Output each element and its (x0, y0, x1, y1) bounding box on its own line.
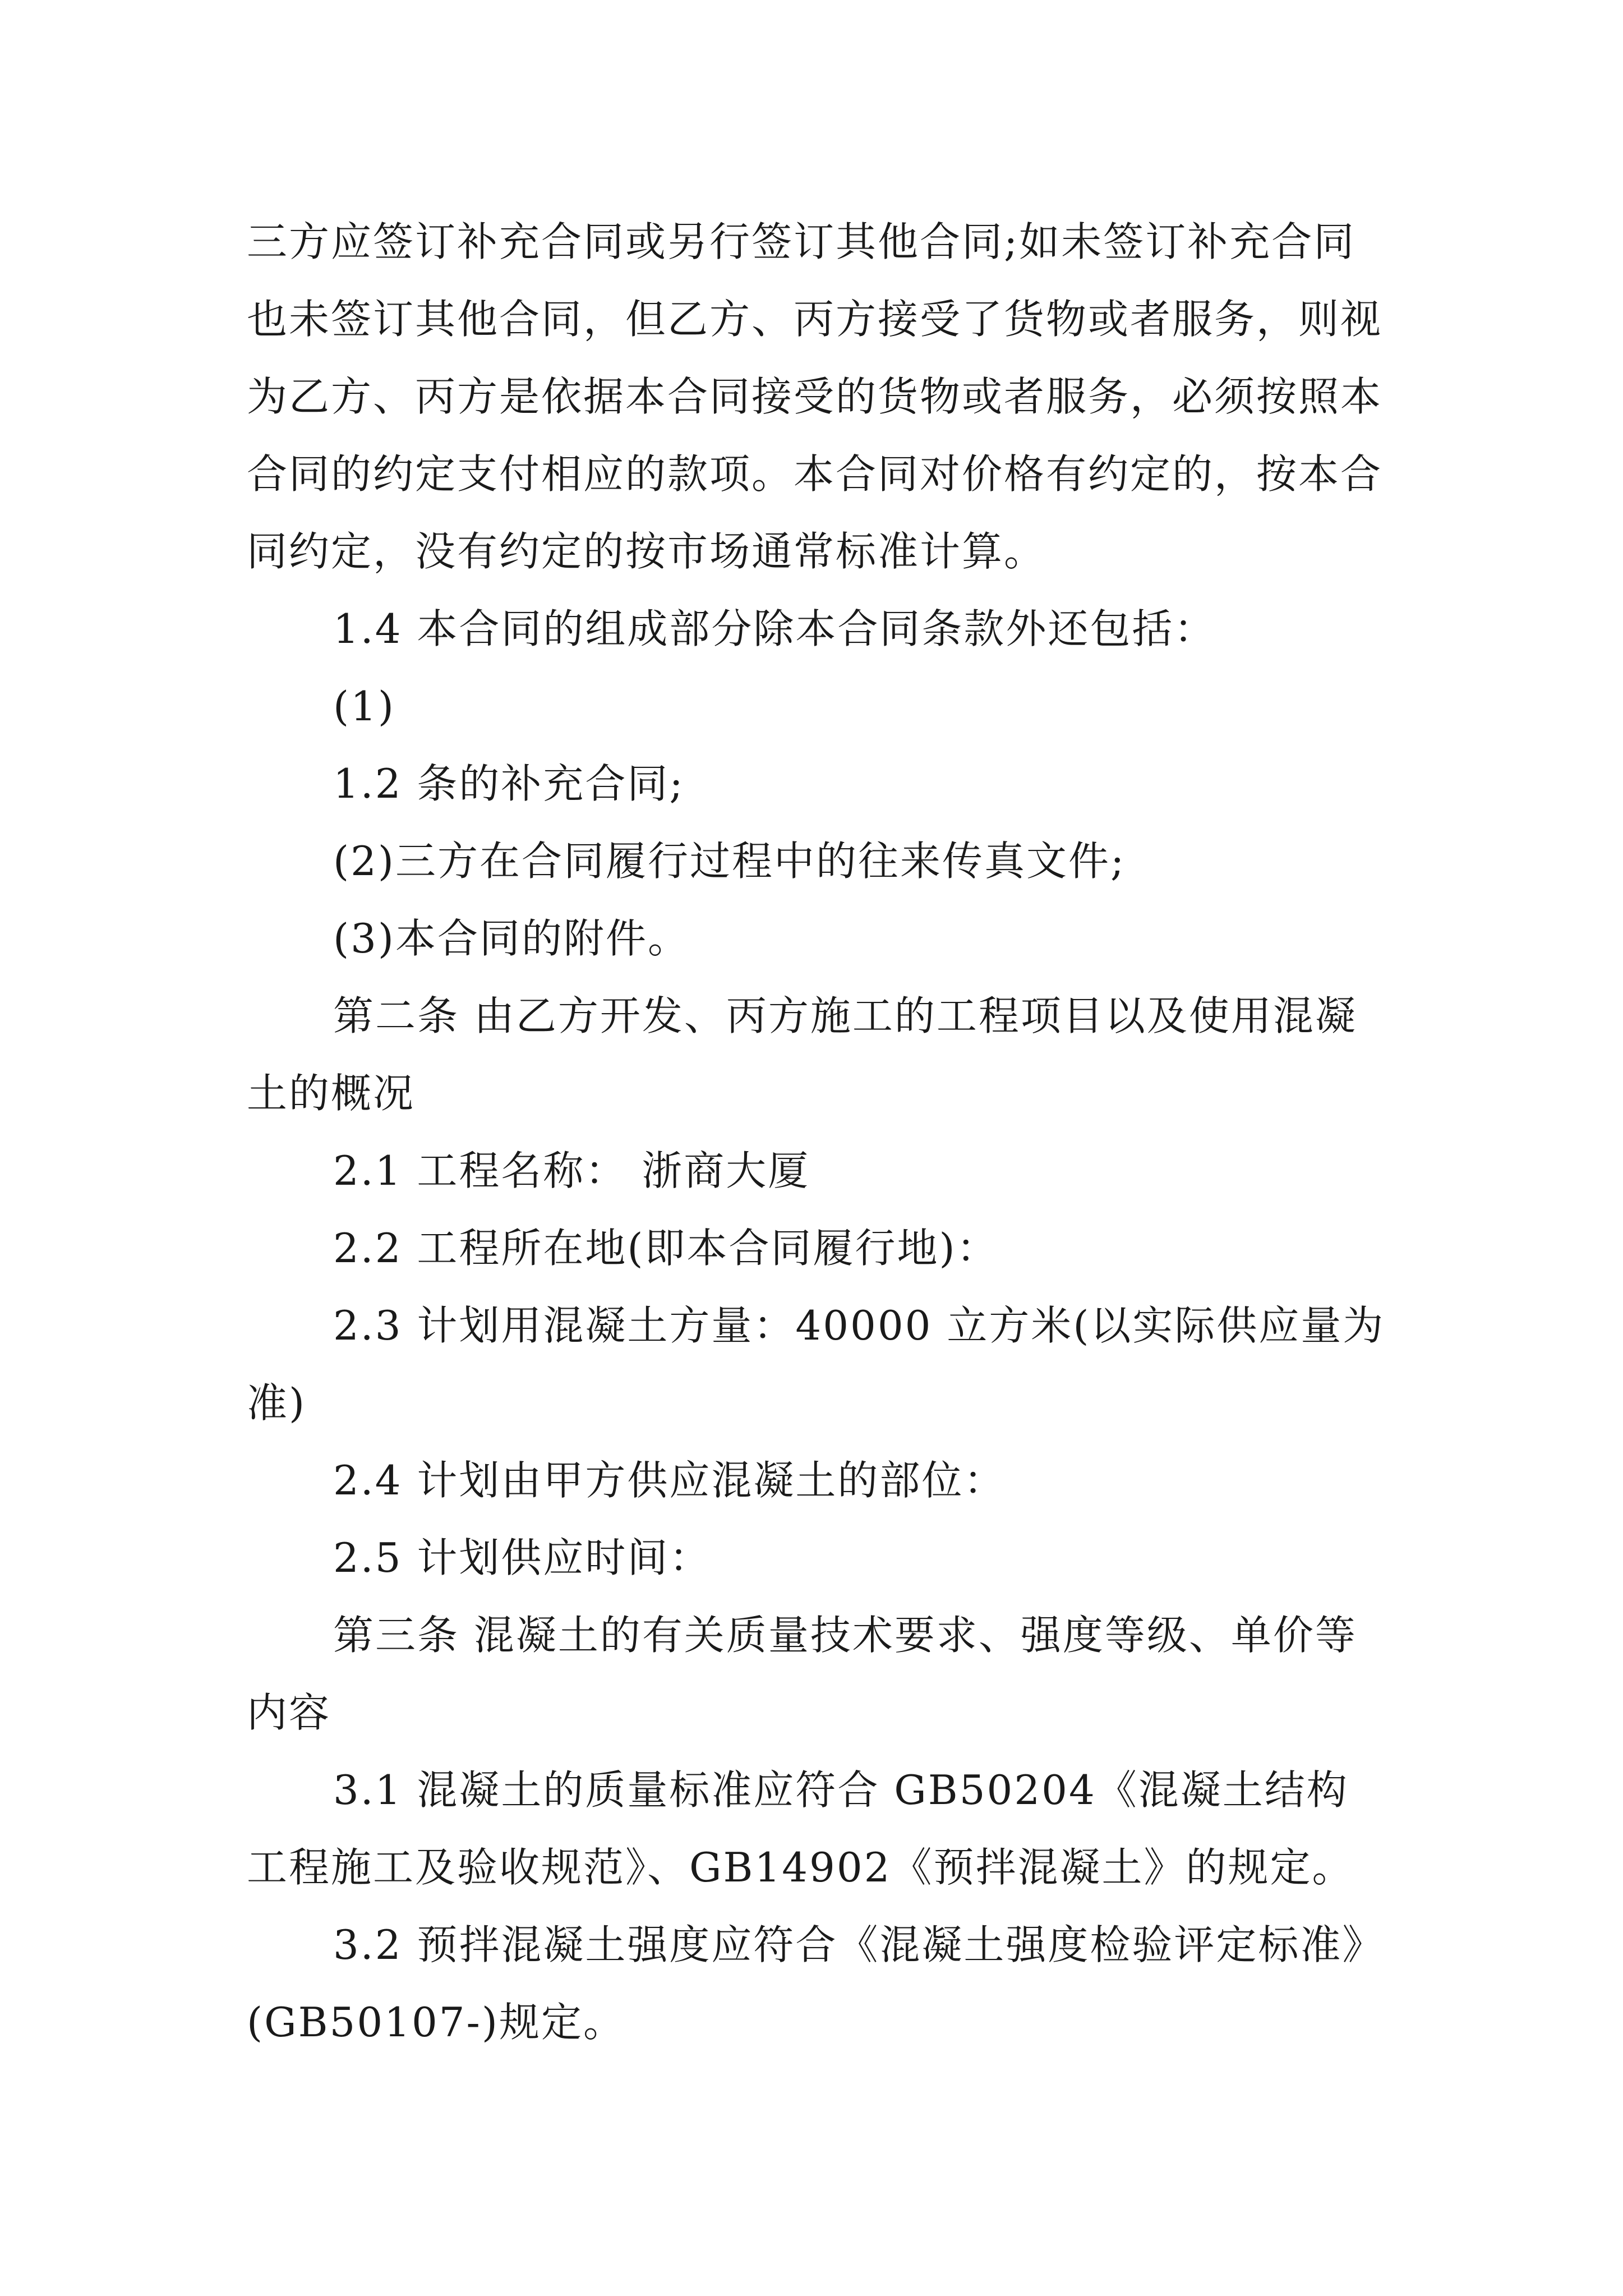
clause-2-4: 2.4 计划由甲方供应混凝土的部位： (333, 1457, 1006, 1504)
clause-3-2: 3.2 预拌混凝土强度应符合《混凝土强度检验评定标准》(GB50107-)规定。 (247, 1921, 1385, 2046)
clause-1-4-item-1: (1) (333, 683, 395, 730)
clause-1-4-item-3: (3)本合同的附件。 (333, 915, 690, 962)
clause-1-4: 1.4 本合同的组成部分除本合同条款外还包括： (333, 605, 1216, 652)
clause-2-5: 2.5 计划供应时间： (333, 1534, 712, 1581)
article-2-heading: 第二条 由乙方开发、丙方施工的工程项目以及使用混凝土的概况 (247, 992, 1357, 1117)
clause-1-2-supplement: 1.2 条的补充合同; (333, 760, 685, 807)
clause-2-2: 2.2 工程所在地(即本合同履行地)： (333, 1225, 999, 1272)
article-3-heading: 第三条 混凝土的有关质量技术要求、强度等级、单价等内容 (247, 1612, 1357, 1736)
clause-2-1: 2.1 工程名称： 浙商大厦 (333, 1147, 810, 1194)
document-body (247, 203, 1385, 2061)
clause-1-4-item-2: (2)三方在合同履行过程中的往来传真文件; (333, 838, 1126, 885)
clause-2-3: 2.3 计划用混凝土方量：40000 立方米(以实际供应量为准) (247, 1302, 1385, 1427)
clause-3-1: 3.1 混凝土的质量标准应符合 GB50204《混凝土结构工程施工及验收规范》、GB14902《预拌混凝土》的规定。 (247, 1766, 1354, 1891)
paragraph-contract-supplement: 三方应签订补充合同或另行签订其他合同;如未签订补充合同也未签订其他合同，但乙方、丙方接受了货物或者服务，则视为乙方、丙方是依据本合同接受的货物或者服务，必须按照本合同的约定支付相应的款项。本合同对价格有约定的，按本合同约定，没有约定的按市场通常标准计算。 (247, 218, 1383, 575)
